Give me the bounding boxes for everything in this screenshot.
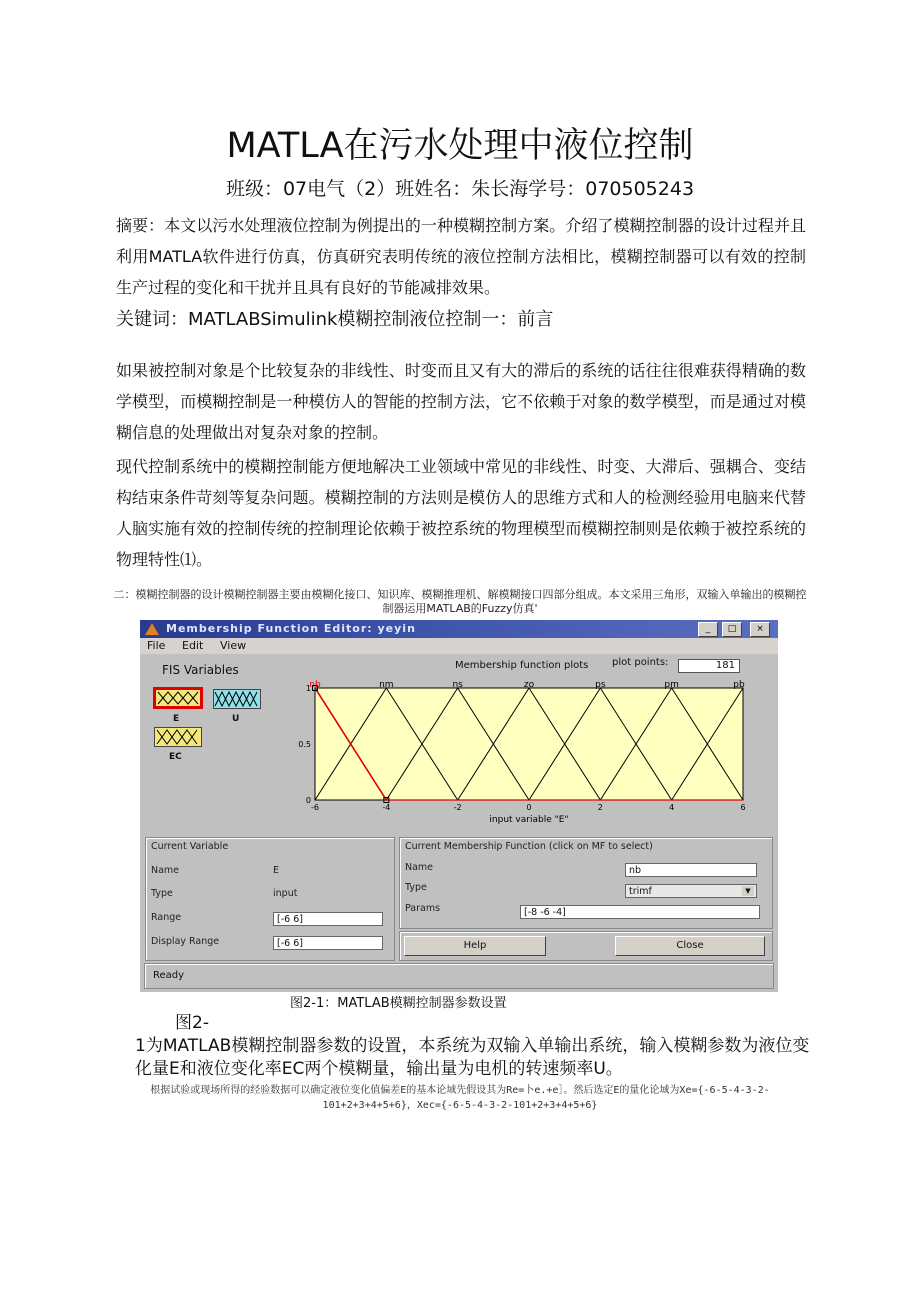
close-button[interactable]: Close [615, 936, 765, 956]
intro-paragraph-2: 现代控制系统中的模糊控制能方便地解决工业领域中常见的非线性、时变、大滞后、强耦合、变结构结束条件苛刻等复杂问题。模糊控制的方法则是模仿人的思维方式和人的检测经验用电脑来代替人脑实施有效的控制传统的控制理论依赖于被控系统的物理模型而模糊控制则是依赖于被控系统的物理特性⑴。 [116, 457, 806, 569]
name-value: E [273, 865, 280, 876]
variable-e-tile[interactable] [153, 687, 203, 709]
x-tick-label: 2 [597, 803, 603, 812]
matlab-window [140, 620, 778, 992]
mf-name-input[interactable]: nb [625, 863, 757, 877]
display-range-input[interactable]: [-6 6] [273, 936, 383, 950]
mf-type-value: trimf [629, 886, 652, 897]
intro-paragraph-1: 如果被控制对象是个比较复杂的非线性、时变而且又有大的滞后的系统的话往往很难获得精确的数学模型，而模糊控制是一种模仿人的智能的控制方法，它不依赖于对象的数学模型，而是通过对模糊信息的处理做出对复杂对象的控制。 [116, 361, 806, 442]
variable-ec-label: EC [169, 752, 182, 762]
y-tick-label: 1 [305, 684, 311, 693]
figure-caption: 图2-1：MATLAB模糊控制器参数设置 [290, 996, 507, 1011]
keywords: 关键词：MATLABSimulink模糊控制液位控制一：前言 [116, 309, 554, 330]
mf-glyph-icon [156, 690, 200, 706]
current-variable-header: Current Variable [151, 841, 229, 852]
window-titlebar [140, 620, 778, 638]
x-tick-label: 4 [669, 803, 675, 812]
mf-plots-label: Membership function plots [455, 660, 589, 671]
figure-note: 二：模糊控制器的设计模糊控制器主要由模糊化接口、知识库、模糊推理机、解模糊接口四部分组成。本文采用三角形，双输入单输出的模糊控制器运用MATLAB的Fuzzy仿真' [113, 588, 807, 615]
fis-variables-label: FIS Variables [162, 663, 239, 677]
current-variable-panel [145, 837, 395, 961]
y-tick-label: 0.5 [298, 740, 311, 749]
mf-label-zo[interactable]: zo [523, 680, 535, 690]
mf-type-select[interactable] [625, 884, 757, 898]
mf-label-nm[interactable]: nm [379, 680, 394, 690]
window-title: Membership Function Editor: yeyin [166, 622, 416, 635]
name-label: Name [151, 865, 180, 876]
mf-name-label: Name [405, 862, 434, 873]
mf-label-pb[interactable]: pb [733, 680, 745, 690]
x-tick-label: -6 [311, 803, 319, 812]
document-subtitle: 班级：07电气（2）班姓名：朱长海学号：070505243 [225, 178, 695, 200]
y-tick-label: 0 [305, 796, 311, 805]
x-axis-label: input variable "E" [489, 815, 569, 825]
x-tick-label: -4 [382, 803, 391, 812]
mf-glyph-icon [155, 728, 201, 746]
range-label: Range [151, 912, 182, 923]
figure-description [135, 1012, 815, 1081]
matlab-logo-icon [145, 623, 159, 635]
mf-glyph-icon [214, 690, 260, 708]
domain-note: 根据试验或现场所得的经验数据可以确定液位变化值偏差E的基本论域先假设其为Re=卜e.+e］。然后选定E的量化论域为Xe={-6-5-4-3-2-101+2+3+4+5+6}，Xec={-6-5-4-3-2-101+2+3+4+5+6} [150, 1085, 770, 1111]
mf-label-pm[interactable]: pm [664, 680, 679, 690]
menu-view[interactable]: View [220, 639, 247, 652]
figure-ref: 图2- [175, 1013, 209, 1033]
mf-params-label: Params [405, 903, 441, 914]
abstract: 摘要：本文以污水处理液位控制为例提出的一种模糊控制方案。介绍了模糊控制器的设计过程并且利用MATLA软件进行仿真，仿真研究表明传统的液位控制方法相比，模糊控制器可以有效的控制生产过程的变化和干扰并且具有良好的节能减排效果。 [116, 216, 806, 297]
menu-bar [140, 638, 778, 654]
variable-e-label: E [173, 714, 180, 724]
type-value: input [273, 888, 298, 899]
x-tick-label: 0 [526, 803, 532, 812]
variable-u-label: U [232, 714, 240, 724]
status-bar [144, 963, 774, 989]
current-mf-header: Current Membership Function (click on MF to select) [405, 841, 653, 852]
variable-ec-tile[interactable] [154, 727, 202, 747]
mf-label-ps[interactable]: ps [595, 680, 606, 690]
figure-description-text: 1为MATLAB模糊控制器参数的设置，本系统为双输入单输出系统，输入模糊参数为液位变化量E和液位变化率EC两个模糊量，输出量为电机的转速频率U。 [135, 1036, 810, 1079]
button-panel [399, 931, 773, 961]
variable-u-tile[interactable] [213, 689, 261, 709]
x-tick-label: -2 [453, 803, 462, 812]
plot-points-label: plot points: [612, 657, 669, 668]
plot-area [315, 688, 743, 800]
document-title: MATLA在污水处理中液位控制 [226, 126, 694, 166]
maximize-button[interactable]: □ [722, 622, 742, 637]
close-window-button[interactable]: × [750, 622, 770, 637]
range-input[interactable]: [-6 6] [273, 912, 383, 926]
chevron-down-icon: ▼ [742, 886, 754, 896]
menu-edit[interactable]: Edit [182, 639, 204, 652]
minimize-button[interactable]: _ [698, 622, 718, 637]
display-range-label: Display Range [151, 936, 220, 947]
mf-params-input[interactable]: [-8 -6 -4] [520, 905, 760, 919]
x-tick-label: 6 [740, 803, 746, 812]
current-mf-panel [399, 837, 773, 929]
membership-function-plot[interactable] [285, 680, 745, 825]
plot-points-input[interactable]: 181 [678, 659, 740, 673]
menu-file[interactable]: File [147, 639, 166, 652]
mf-label-nb[interactable]: nb [309, 680, 321, 690]
mf-label-ns[interactable]: ns [452, 680, 463, 690]
mf-type-label: Type [405, 882, 427, 893]
type-label: Type [151, 888, 173, 899]
help-button[interactable]: Help [404, 936, 546, 956]
status-text: Ready [153, 970, 185, 981]
